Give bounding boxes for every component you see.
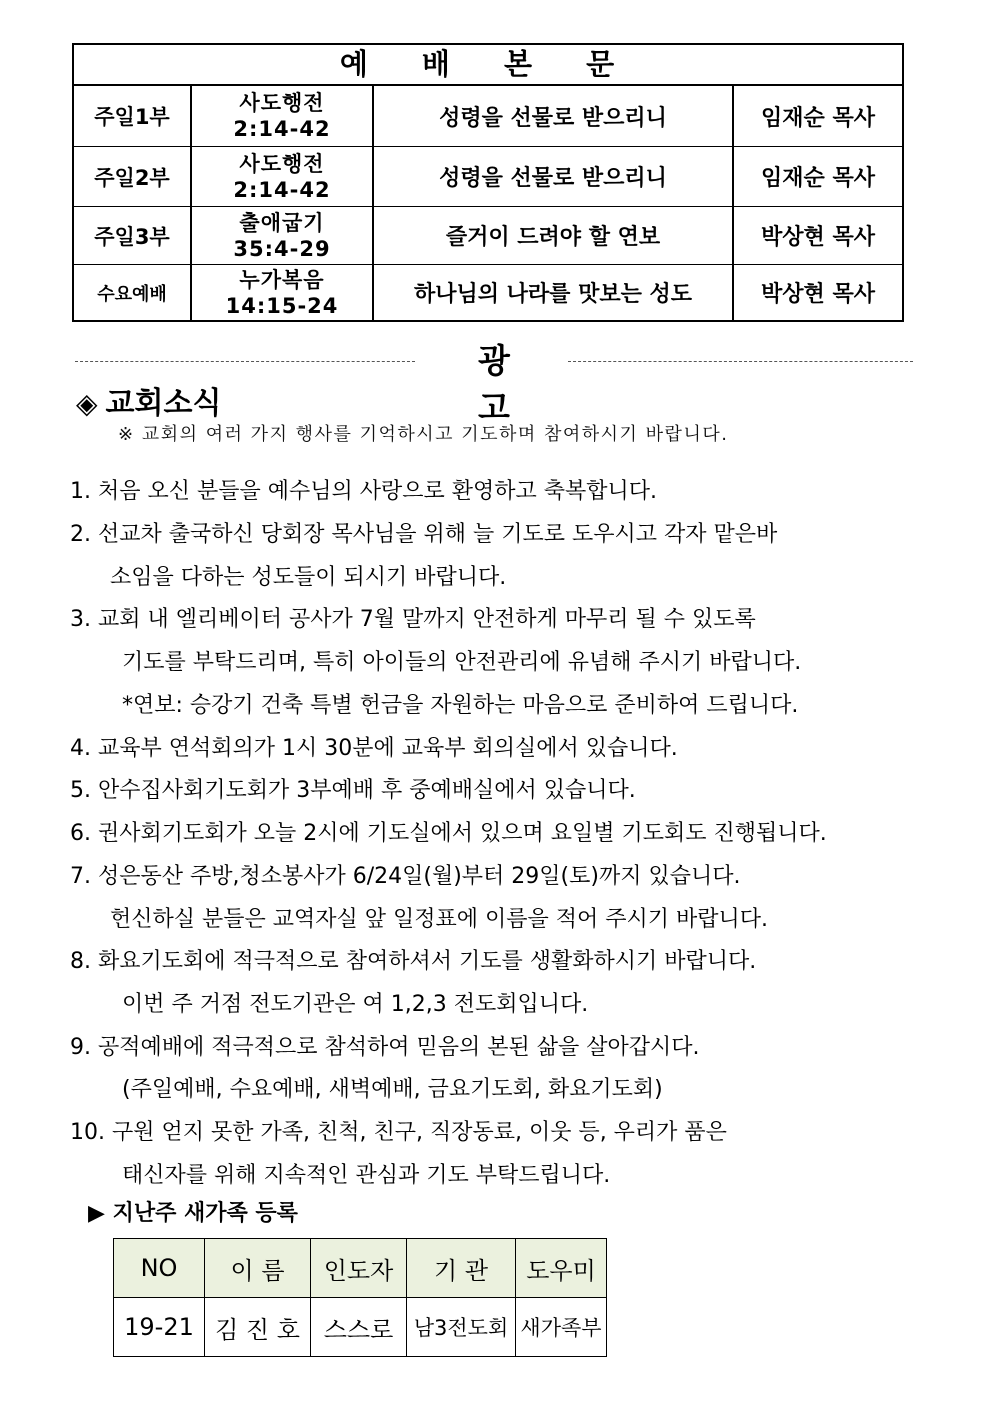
scripture-book: 출애굽기 bbox=[239, 210, 325, 235]
sermon-title: 즐거이 드려야 할 연보 bbox=[374, 207, 734, 264]
list-item: 7. 성은동산 주방,청소봉사가 6/24일(월)부터 29일(토)까지 있습니다. bbox=[70, 864, 741, 889]
header-cell: 기 관 bbox=[407, 1239, 516, 1298]
list-item: 4. 교육부 연석회의가 1시 30분에 교육부 회의실에서 있습니다. bbox=[70, 736, 678, 761]
table-cell: 스스로 bbox=[311, 1298, 407, 1357]
list-item: 1. 처음 오신 분들을 예수님의 사랑으로 환영하고 축복합니다. bbox=[70, 479, 657, 504]
section-title-text: 교회소식 bbox=[105, 386, 222, 421]
table-cell: 남3전도회 bbox=[407, 1298, 516, 1357]
divider-right bbox=[568, 361, 913, 362]
scripture-book: 사도행전 bbox=[239, 151, 325, 176]
scripture bbox=[192, 86, 374, 146]
scripture bbox=[192, 265, 374, 320]
registration-title: ▶ 지난주 새가족 등록 bbox=[88, 1201, 298, 1226]
scripture bbox=[192, 147, 374, 206]
worship-row bbox=[74, 206, 902, 264]
sermon-title: 성령을 선물로 받으리니 bbox=[374, 147, 734, 206]
list-item: 소임을 다하는 성도들이 되시기 바랍니다. bbox=[110, 565, 507, 590]
worship-row bbox=[74, 86, 902, 146]
list-item: 이번 주 거점 전도기관은 여 1,2,3 전도회입니다. bbox=[122, 992, 589, 1017]
ad-title: 광 고 bbox=[478, 341, 552, 427]
list-item: 헌신하실 분들은 교역자실 앞 일정표에 이름을 적어 주시기 바랍니다. bbox=[110, 907, 768, 932]
list-item: 10. 구원 얻지 못한 가족, 친척, 친구, 직장동료, 이웃 등, 우리가 품은 bbox=[70, 1120, 727, 1145]
header-cell: 이 름 bbox=[205, 1239, 311, 1298]
service-name: 주일1부 bbox=[74, 86, 192, 146]
notice-note: ※ 교회의 여러 가지 행사를 기억하시고 기도하며 참여하시기 바랍니다. bbox=[118, 424, 729, 445]
service-name: 주일3부 bbox=[74, 207, 192, 264]
scripture-ref: 14:15-24 bbox=[225, 293, 339, 318]
header-cell: NO bbox=[114, 1239, 205, 1298]
scripture bbox=[192, 207, 374, 264]
table-cell: 새가족부 bbox=[516, 1298, 607, 1357]
scripture-ref: 35:4-29 bbox=[233, 236, 331, 261]
scripture-ref: 2:14-42 bbox=[233, 177, 331, 202]
sermon-title: 하나님의 나라를 맛보는 성도 bbox=[374, 265, 734, 320]
divider-left bbox=[75, 361, 415, 362]
list-item: 2. 선교차 출국하신 당회장 목사님을 위해 늘 기도로 도우시고 각자 맡은바 bbox=[70, 522, 778, 547]
header-cell: 도우미 bbox=[516, 1239, 607, 1298]
diamond-icon: ◈ bbox=[76, 387, 98, 420]
header-cell: 인도자 bbox=[311, 1239, 407, 1298]
sermon-title: 성령을 선물로 받으리니 bbox=[374, 86, 734, 146]
registration-table bbox=[113, 1238, 607, 1357]
service-name: 수요예배 bbox=[74, 265, 192, 320]
list-item: *연보: 승강기 건축 특별 헌금을 자원하는 마음으로 준비하여 드립니다. bbox=[122, 693, 799, 718]
preacher: 박상현 목사 bbox=[761, 282, 875, 307]
list-item: 3. 교회 내 엘리베이터 공사가 7월 말까지 안전하게 마무리 될 수 있도록 bbox=[70, 607, 756, 632]
preacher: 임재순 목사 bbox=[761, 105, 875, 131]
scripture-ref: 2:14-42 bbox=[233, 117, 331, 141]
list-item: (주일예배, 수요예배, 새벽예배, 금요기도회, 화요기도회) bbox=[122, 1077, 663, 1102]
worship-table bbox=[72, 43, 904, 322]
worship-row bbox=[74, 264, 902, 320]
service-name: 주일2부 bbox=[74, 147, 192, 206]
section-title bbox=[76, 378, 221, 422]
scripture-book: 사도행전 bbox=[239, 91, 325, 115]
list-item: 9. 공적예배에 적극적으로 참석하여 믿음의 본된 삶을 살아갑시다. bbox=[70, 1035, 700, 1060]
list-item: 8. 화요기도회에 적극적으로 참여하셔서 기도를 생활화하시기 바랍니다. bbox=[70, 949, 757, 974]
table-cell: 김 진 호 bbox=[205, 1298, 311, 1357]
worship-title: 예 배 본 문 bbox=[74, 45, 902, 86]
table-row bbox=[114, 1298, 607, 1357]
table-header-row bbox=[114, 1239, 607, 1298]
worship-row bbox=[74, 146, 902, 206]
table-cell: 19-21 bbox=[114, 1298, 205, 1357]
preacher: 박상현 목사 bbox=[761, 225, 875, 250]
list-item: 5. 안수집사회기도회가 3부예배 후 중예배실에서 있습니다. bbox=[70, 778, 636, 803]
list-item: 태신자를 위해 지속적인 관심과 기도 부탁드립니다. bbox=[122, 1163, 611, 1188]
preacher: 임재순 목사 bbox=[761, 166, 875, 191]
scripture-book: 누가복음 bbox=[239, 267, 325, 292]
list-item: 6. 권사회기도회가 오늘 2시에 기도실에서 있으며 요일별 기도회도 진행됩니다. bbox=[70, 821, 827, 846]
list-item: 기도를 부탁드리며, 특히 아이들의 안전관리에 유념해 주시기 바랍니다. bbox=[122, 650, 802, 675]
